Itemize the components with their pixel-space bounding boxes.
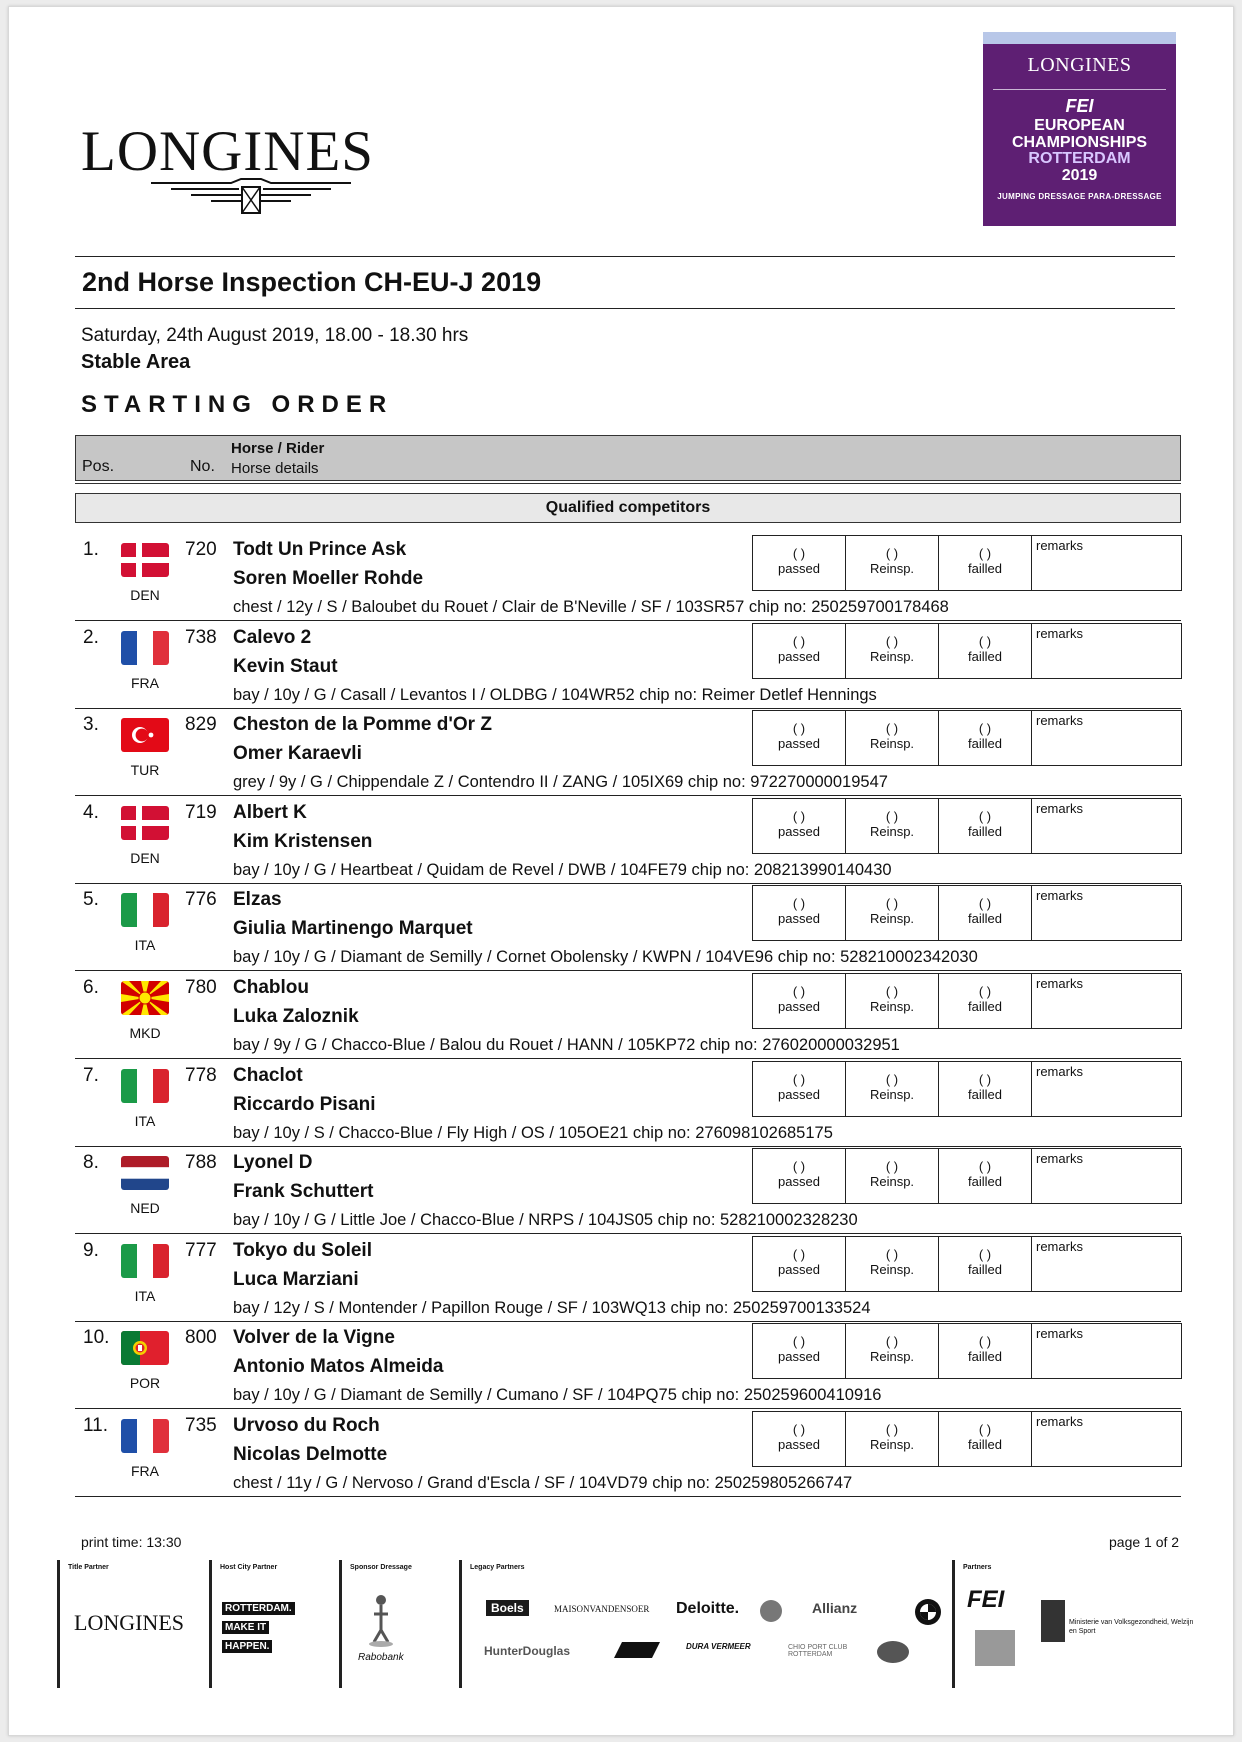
row-position: 11.: [83, 1415, 109, 1436]
divider: [75, 708, 1181, 709]
ita-flag-icon: [121, 1069, 169, 1103]
event-datetime: Saturday, 24th August 2019, 18.00 - 18.30 hrs: [81, 325, 469, 346]
rotterdam-logo: ROTTERDAM. MAKE IT HAPPEN.: [222, 1598, 298, 1655]
shield-icon: [758, 1598, 784, 1624]
row-horse: Tokyo du Soleil: [233, 1239, 372, 1261]
passed-box[interactable]: ( ) passed: [753, 1149, 846, 1203]
passed-box[interactable]: ( ) passed: [753, 886, 846, 940]
group-header: Qualified competitors: [75, 493, 1181, 523]
fei-partner-logo: FEI: [967, 1586, 1005, 1613]
table-row: [75, 798, 1181, 885]
inspection-boxes: [752, 1411, 1182, 1467]
row-horse-details: chest / 12y / S / Baloubet du Rouet / Clair de B'Neville / SF / 103SR57 chip no: 250259700178468: [233, 598, 949, 616]
row-nation: NED: [130, 1200, 160, 1217]
passed-box[interactable]: ( ) passed: [753, 711, 846, 765]
reinsp-box[interactable]: ( ) Reinsp.: [846, 711, 939, 765]
row-nation: ITA: [134, 937, 156, 954]
table-row: [75, 710, 1181, 797]
row-rider: Omer Karaevli: [233, 743, 362, 765]
crest-icon: [1041, 1600, 1065, 1642]
row-position: 10.: [83, 1327, 110, 1349]
remarks-box[interactable]: remarks: [1036, 976, 1083, 991]
row-horse: Elzas: [233, 889, 282, 911]
duravermeer-logo: DURA VERMEER: [686, 1642, 751, 1651]
row-rider: Nicolas Delmotte: [233, 1444, 388, 1465]
boels-logo: Boels: [486, 1600, 529, 1616]
divider: [75, 256, 1175, 257]
row-rider: Frank Schuttert: [233, 1181, 374, 1203]
row-rider: Riccardo Pisani: [233, 1093, 376, 1115]
row-number: 719: [185, 801, 217, 823]
row-position: 7.: [83, 1064, 99, 1086]
section-heading: STARTING ORDER: [81, 391, 394, 418]
reinsp-box[interactable]: ( ) Reinsp.: [846, 1149, 939, 1203]
reinsp-box[interactable]: ( ) Reinsp.: [846, 1062, 939, 1116]
remarks-box[interactable]: remarks: [1036, 1414, 1083, 1429]
remarks-box[interactable]: remarks: [1036, 713, 1083, 729]
hunterdouglas-logo: HunterDouglas: [484, 1644, 571, 1658]
inspection-boxes: [752, 1236, 1182, 1292]
failed-box[interactable]: ( ) failled: [939, 1412, 1032, 1466]
fei-logo: FEI: [1065, 96, 1094, 116]
row-horse: Urvoso du Roch: [233, 1415, 380, 1436]
ministry-logo: Ministerie van Volksgezondheid, Welzijn en Sport: [1069, 1619, 1194, 1635]
row-horse: Volver de la Vigne: [233, 1327, 395, 1349]
row-horse-details: bay / 10y / G / Diamant de Semilly / Cornet Obolensky / KWPN / 104VE96 chip no: 528210002342030: [233, 948, 978, 967]
row-rider: Luka Zaloznik: [233, 1006, 359, 1027]
row-horse-details: bay / 10y / G / Casall / Levantos I / OLDBG / 104WR52 chip no: Reimer Detlef Hennings: [233, 685, 877, 704]
col-no: No.: [190, 458, 215, 475]
row-horse: Cheston de la Pomme d'Or Z: [233, 714, 492, 736]
mkd-flag-icon: [121, 981, 169, 1015]
ita-flag-icon: [121, 1244, 169, 1278]
chio-logo: CHIO PORT CLUB ROTTERDAM: [788, 1644, 848, 1658]
maisonvandensoer-logo: MAISONVANDENSOER: [554, 1604, 650, 1614]
longines-wordmark: LONGINES: [81, 120, 374, 183]
table-row: [75, 623, 1181, 710]
row-horse-details: chest / 11y / G / Nervoso / Grand d'Escla / SF / 104VD79 chip no: 250259805266747: [233, 1474, 853, 1492]
divider: [75, 1058, 1181, 1059]
remarks-box[interactable]: remarks: [1036, 1151, 1083, 1167]
col-horse-rider: Horse / Rider: [231, 440, 325, 457]
row-horse: Chaclot: [233, 1064, 303, 1086]
table-row: [75, 535, 1181, 622]
row-number: 780: [185, 977, 217, 998]
divider: [75, 1233, 1181, 1234]
remarks-box[interactable]: remarks: [1036, 1326, 1083, 1342]
fra-flag-icon: [121, 1419, 169, 1453]
row-number: 777: [185, 1239, 217, 1261]
row-horse-details: bay / 10y / G / Diamant de Semilly / Cumano / SF / 104PQ75 chip no: 250259600410916: [233, 1386, 882, 1405]
laurent-perrier-icon: [610, 1638, 662, 1662]
reinsp-box[interactable]: ( ) Reinsp.: [846, 536, 939, 590]
passed-box[interactable]: ( ) passed: [753, 624, 846, 678]
row-position: 6.: [83, 977, 99, 998]
remarks-box[interactable]: remarks: [1036, 888, 1083, 904]
reinsp-box[interactable]: ( ) Reinsp.: [846, 1412, 939, 1466]
divider: [75, 1146, 1181, 1147]
rabobank-logo: Rabobank: [358, 1652, 404, 1663]
sponsor-partners: Partners FEI Ministerie van Volksgezondheid, Welzijn en Sport: [952, 1560, 1205, 1688]
failed-box[interactable]: ( ) failled: [939, 1237, 1032, 1291]
document-page: [8, 6, 1234, 1736]
failed-box[interactable]: ( ) failled: [939, 711, 1032, 765]
reinsp-box[interactable]: ( ) Reinsp.: [846, 974, 939, 1028]
table-row: [75, 1411, 1181, 1498]
inspection-boxes: [752, 710, 1182, 766]
reinsp-box[interactable]: ( ) Reinsp.: [846, 886, 939, 940]
row-rider: Antonio Matos Almeida: [233, 1356, 444, 1378]
row-horse-details: bay / 10y / S / Chacco-Blue / Fly High / OS / 105OE21 chip no: 276098102685175: [233, 1123, 833, 1142]
row-position: 2.: [83, 626, 99, 648]
row-horse-details: bay / 10y / G / Little Joe / Chacco-Blue / NRPS / 104JS05 chip no: 528210002328230: [233, 1211, 858, 1230]
row-horse-details: bay / 10y / G / Heartbeat / Quidam de Revel / DWB / 104FE79 chip no: 208213990140430: [233, 860, 892, 879]
row-nation: MKD: [129, 1025, 161, 1041]
failed-box[interactable]: ( ) failled: [939, 974, 1032, 1028]
row-nation: ITA: [134, 1112, 156, 1129]
remarks-box[interactable]: remarks: [1036, 800, 1083, 816]
row-rider: Luca Marziani: [233, 1268, 359, 1290]
longines-logo: [81, 119, 421, 219]
row-number: 738: [185, 626, 217, 648]
divider: [75, 1496, 1181, 1497]
divider: [75, 483, 1181, 486]
row-horse-details: bay / 9y / G / Chacco-Blue / Balou du Rouet / HANN / 105KP72 chip no: 276020000032951: [233, 1036, 900, 1054]
row-position: 4.: [83, 801, 99, 823]
inspection-boxes: [752, 1148, 1182, 1204]
page-number: page 1 of 2: [1109, 1534, 1180, 1550]
col-pos: Pos.: [82, 458, 115, 475]
passed-box[interactable]: ( ) passed: [753, 974, 846, 1028]
reinsp-box[interactable]: ( ) Reinsp.: [846, 799, 939, 853]
badge-icon: [876, 1640, 910, 1664]
row-nation: POR: [129, 1375, 161, 1392]
inspection-boxes: [752, 885, 1182, 941]
divider: [75, 1408, 1181, 1409]
row-rider: Kim Kristensen: [233, 830, 373, 852]
row-number: 788: [185, 1152, 217, 1174]
row-position: 8.: [83, 1152, 99, 1174]
passed-box[interactable]: ( ) passed: [753, 1412, 846, 1466]
row-number: 800: [185, 1327, 217, 1349]
tur-flag-icon: [121, 718, 169, 752]
row-position: 5.: [83, 889, 99, 911]
sponsor-dressage: Sponsor Dressage Rabobank: [339, 1560, 452, 1688]
passed-box[interactable]: ( ) passed: [753, 1062, 846, 1116]
longines-sponsor-logo: LONGINES: [74, 1610, 184, 1635]
row-rider: Soren Moeller Rohde: [233, 568, 424, 589]
inspection-boxes: [752, 535, 1182, 591]
row-horse: Todt Un Prince Ask: [233, 539, 407, 560]
divider: [75, 1321, 1181, 1322]
remarks-box[interactable]: remarks: [1036, 1063, 1083, 1079]
inspection-boxes: [752, 1323, 1182, 1379]
row-horse: Calevo 2: [233, 626, 312, 648]
failed-box[interactable]: ( ) failled: [939, 1062, 1032, 1116]
failed-box[interactable]: ( ) failled: [939, 799, 1032, 853]
bmw-icon: [914, 1598, 942, 1626]
row-nation: TUR: [130, 762, 160, 779]
passed-box[interactable]: ( ) passed: [753, 799, 846, 853]
inspection-boxes: [752, 1061, 1182, 1117]
row-nation: ITA: [134, 1287, 156, 1304]
table-row: [75, 973, 1181, 1060]
row-position: 1.: [83, 539, 99, 560]
row-nation: DEN: [130, 587, 160, 603]
sponsor-legacy: Legacy Partners Boels MAISONVANDENSOER Deloitte. Allianz HunterDouglas DURA VERMEER CHIO PORT CLUB ROTTERDAM: [459, 1560, 952, 1688]
divider: [75, 970, 1181, 971]
allianz-logo: Allianz: [812, 1600, 858, 1616]
failed-box[interactable]: ( ) failled: [939, 624, 1032, 678]
row-rider: Giulia Martinengo Marquet: [233, 918, 473, 940]
table-header: [75, 435, 1181, 481]
row-number: 720: [185, 539, 217, 560]
por-flag-icon: [121, 1331, 169, 1365]
passed-box[interactable]: ( ) passed: [753, 1237, 846, 1291]
inspection-boxes: [752, 973, 1182, 1029]
table-row: [75, 885, 1181, 972]
row-number: 829: [185, 714, 217, 736]
inspection-boxes: [752, 798, 1182, 854]
document-title: 2nd Horse Inspection CH-EU-J 2019: [82, 267, 542, 297]
row-horse-details: bay / 12y / S / Montender / Papillon Rouge / SF / 103WQ13 chip no: 250259700133524: [233, 1298, 871, 1317]
failed-box[interactable]: ( ) failled: [939, 1149, 1032, 1203]
reinsp-box[interactable]: ( ) Reinsp.: [846, 1237, 939, 1291]
row-rider: Kevin Staut: [233, 655, 338, 677]
print-time: print time: 13:30: [81, 1534, 182, 1550]
table-row: [75, 1323, 1181, 1410]
failed-box[interactable]: ( ) failled: [939, 886, 1032, 940]
remarks-box[interactable]: remarks: [1036, 1238, 1083, 1254]
row-horse: Chablou: [233, 977, 309, 998]
row-horse: Lyonel D: [233, 1152, 313, 1174]
reinsp-box[interactable]: ( ) Reinsp.: [846, 1324, 939, 1378]
table-row: [75, 1061, 1181, 1148]
sponsor-host-city: Host City Partner ROTTERDAM. MAKE IT HAPPEN.: [209, 1560, 332, 1688]
event-logo: LONGINES FEI EUROPEAN CHAMPIONSHIPS ROTTERDAM 2019 JUMPING DRESSAGE PARA-DRESSAGE: [983, 32, 1176, 226]
inspection-boxes: [752, 623, 1182, 679]
row-position: 9.: [83, 1239, 99, 1261]
rabobank-icon: [366, 1592, 396, 1648]
den-flag-icon: [121, 543, 169, 577]
row-nation: FRA: [131, 674, 159, 691]
table-row: [75, 1148, 1181, 1235]
table-row: [75, 1236, 1181, 1323]
row-horse-details: grey / 9y / G / Chippendale Z / Contendro II / ZANG / 105IX69 chip no: 972270000019547: [233, 773, 888, 792]
event-location: Stable Area: [81, 351, 191, 373]
row-number: 778: [185, 1064, 217, 1086]
winged-hourglass-icon: [151, 177, 351, 217]
knhs-icon: [975, 1630, 1015, 1666]
deloitte-logo: Deloitte.: [676, 1600, 740, 1617]
col-horse-details: Horse details: [231, 460, 319, 477]
sponsor-title: Title Partner LONGINES: [57, 1560, 200, 1688]
row-number: 735: [185, 1415, 217, 1436]
failed-box[interactable]: ( ) failled: [939, 536, 1032, 590]
row-nation: FRA: [131, 1463, 159, 1479]
divider: [75, 620, 1181, 621]
divider: [75, 308, 1175, 309]
divider: [75, 883, 1181, 884]
passed-box[interactable]: ( ) passed: [753, 1324, 846, 1378]
passed-box[interactable]: ( ) passed: [753, 536, 846, 590]
row-nation: DEN: [130, 849, 160, 866]
reinsp-box[interactable]: ( ) Reinsp.: [846, 624, 939, 678]
failed-box[interactable]: ( ) failled: [939, 1324, 1032, 1378]
ita-flag-icon: [121, 893, 169, 927]
row-position: 3.: [83, 714, 99, 736]
row-horse: Albert K: [233, 801, 307, 823]
ned-flag-icon: [121, 1156, 169, 1190]
remarks-box[interactable]: remarks: [1036, 625, 1083, 641]
divider: [75, 795, 1181, 796]
remarks-box[interactable]: remarks: [1036, 538, 1083, 553]
row-number: 776: [185, 889, 217, 911]
den-flag-icon: [121, 806, 169, 840]
fra-flag-icon: [121, 631, 169, 665]
